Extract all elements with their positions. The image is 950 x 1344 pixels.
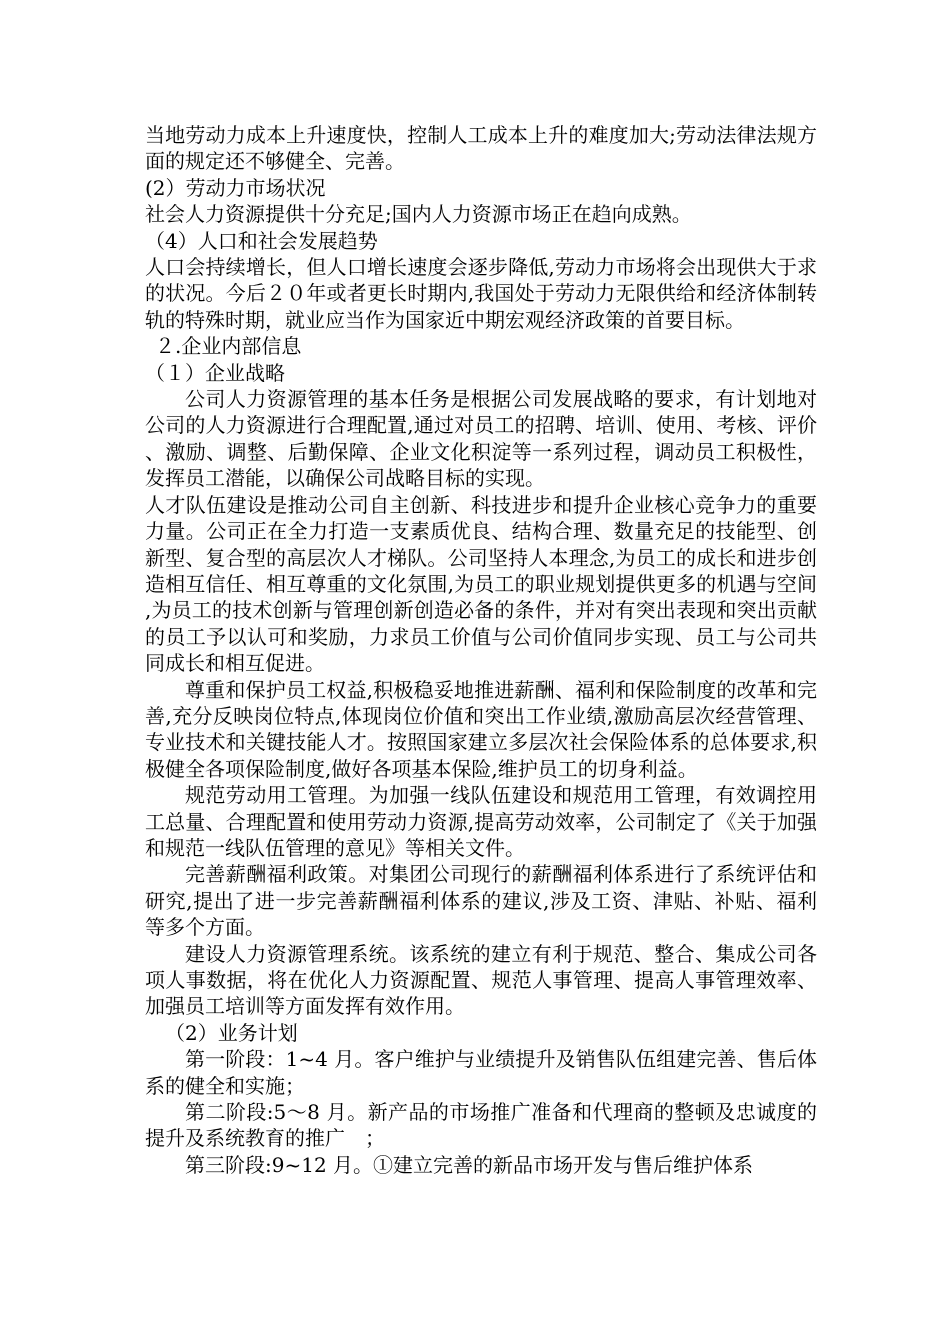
paragraph-labor-cost: 当地劳动力成本上升速度快，控制人工成本上升的难度加大;劳动法律法规方面的规定还不够健全、完善。 [145, 123, 817, 174]
paragraph-hr-task: 公司人力资源管理的基本任务是根据公司发展战略的要求，有计划地对公司的人力资源进行合理配置,通过对员工的招聘、培训、使用、考核、评价、激励、调整、后勤保障、企业文化积淀等一系列过程，调动员工积极性，发挥员工潜能，以确保公司战略目标的实现。 [145, 387, 817, 491]
paragraph-labor-management: 规范劳动用工管理。为加强一线队伍建设和规范用工管理，有效调控用工总量、合理配置和使用劳动力资源,提高劳动效率，公司制定了《关于加强和规范一线队伍管理的意见》等相关文件。 [145, 783, 817, 860]
heading-business-plan: （2）业务计划 [165, 1020, 298, 1045]
heading-labor-market: (2）劳动力市场状况 [145, 175, 326, 200]
heading-enterprise-strategy: （１）企业战略 [145, 360, 285, 385]
paragraph-employee-rights: 尊重和保护员工权益,积极稳妥地推进薪酬、福利和保险制度的改革和完善,充分反映岗位特点,体现岗位价值和突出工作业绩,激励高层次经营管理、专业技术和关键技能人才。按照国家建立多层次社会保险体系的总体要求,积极健全各项保险制度,做好各项基本保险,维护员工的切身利益。 [145, 677, 817, 781]
paragraph-population-trend: 人口会持续增长，但人口增长速度会逐步降低,劳动力市场将会出现供大于求的状况。今后２０年或者更长时期内,我国处于劳动力无限供给和经济体制转轨的特殊时期，就业应当作为国家近中期宏观经济政策的首要目标。 [145, 255, 817, 332]
heading-internal-info: ２.企业内部信息 [155, 334, 302, 359]
paragraph-talent-team: 人才队伍建设是推动公司自主创新、科技进步和提升企业核心竞争力的重要力量。公司正在全力打造一支素质优良、结构合理、数量充足的技能型、创新型、复合型的高层次人才梯队。公司坚持人本理念,为员工的成长和进步创造相互信任、相互尊重的文化氛围,为员工的职业规划提供更多的机遇与空间,为员工的技术创新与管理创新创造必备的条件，并对有突出表现和突出贡献的员工予以认可和奖励，力求员工价值与公司价值同步实现、员工与公司共同成长和相互促进。 [145, 492, 817, 676]
paragraph-phase-two: 第二阶段:5～8 月。新产品的市场推广准备和代理商的整顿及忠诚度的提升及系统教育的推广 ； [145, 1100, 817, 1151]
paragraph-phase-one: 第一阶段：1~4 月。客户维护与业绩提升及销售队伍组建完善、售后体系的健全和实施； [145, 1047, 817, 1098]
heading-population-trend: （4）人口和社会发展趋势 [145, 228, 378, 253]
paragraph-phase-three: 第三阶段:9~12 月。①建立完善的新品市场开发与售后维护体系 [185, 1152, 754, 1177]
paragraph-hr-system: 建设人力资源管理系统。该系统的建立有利于规范、整合、集成公司各项人事数据，将在优化人力资源配置、规范人事管理、提高人事管理效率、加强员工培训等方面发挥有效作用。 [145, 941, 817, 1019]
paragraph-labor-market: 社会人力资源提供十分充足;国内人力资源市场正在趋向成熟。 [145, 202, 692, 227]
document-page [145, 122, 817, 1178]
paragraph-compensation: 完善薪酬福利政策。对集团公司现行的薪酬福利体系进行了系统评估和研究,提出了进一步完善薪酬福利体系的建议,涉及工资、津贴、补贴、福利等多个方面。 [145, 862, 817, 940]
